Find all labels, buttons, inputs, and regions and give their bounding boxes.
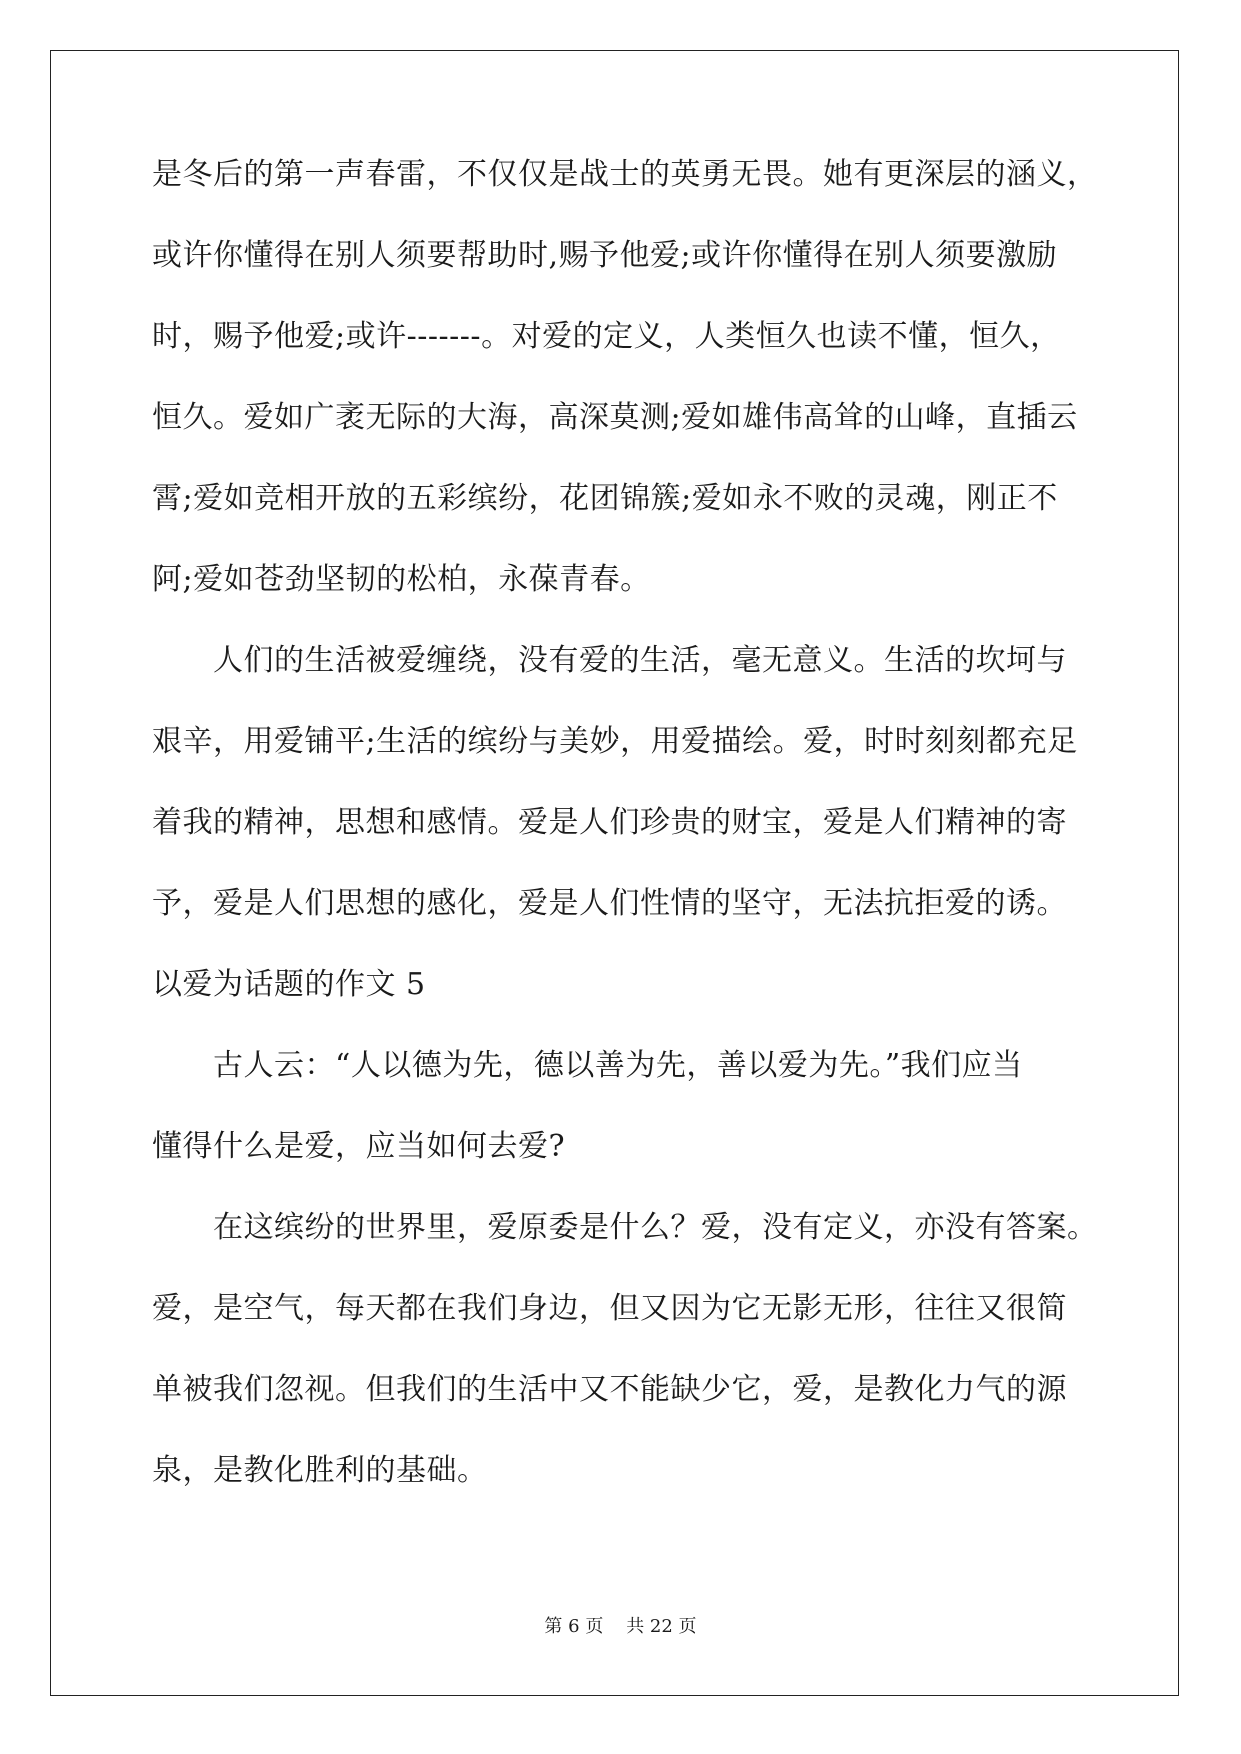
text-line: 霄;爱如竞相开放的五彩缤纷，花团锦簇;爱如永不败的灵魂，刚正不 — [152, 481, 1058, 516]
text-line: 古人云：“人以德为先，德以善为先，善以爱为先。”我们应当 — [152, 1048, 1023, 1083]
text-line: 人们的生活被爱缠绕，没有爱的生活，毫无意义。生活的坎坷与 — [152, 643, 1067, 678]
text-line: 恒久。爱如广袤无际的大海，高深莫测;爱如雄伟高耸的山峰，直插云 — [152, 400, 1078, 435]
text-line: 懂得什么是爱，应当如何去爱? — [152, 1129, 566, 1164]
text-line: 阿;爱如苍劲坚韧的松柏，永葆青春。 — [152, 562, 651, 597]
text-line: 时，赐予他爱;或许-------。对爱的定义，人类恒久也读不懂，恒久， — [152, 319, 1061, 354]
text-line: 在这缤纷的世界里，爱原委是什么？爱，没有定义，亦没有答案。 — [152, 1210, 1098, 1245]
text-line: 爱，是空气，每天都在我们身边，但又因为它无影无形，往往又很简 — [152, 1291, 1067, 1326]
page-number-footer: 第 6 页 共 22 页 — [544, 1616, 697, 1637]
text-line: 艰辛，用爱铺平;生活的缤纷与美妙，用爱描绘。爱，时时刻刻都充足 — [152, 724, 1078, 759]
text-line: 或许你懂得在别人须要帮助时,赐予他爱;或许你懂得在别人须要激励 — [152, 238, 1058, 273]
text-line: 着我的精神，思想和感情。爱是人们珍贵的财宝，爱是人们精神的寄 — [152, 805, 1067, 840]
section-heading: 以爱为话题的作文 5 — [152, 967, 426, 1002]
text-line: 泉，是教化胜利的基础。 — [152, 1453, 488, 1488]
text-line: 单被我们忽视。但我们的生活中又不能缺少它，爱，是教化力气的源 — [152, 1372, 1067, 1407]
text-line: 是冬后的第一声春雷，不仅仅是战士的英勇无畏。她有更深层的涵义， — [152, 157, 1098, 192]
text-line: 予，爱是人们思想的感化，爱是人们性情的坚守，无法抗拒爱的诱。 — [152, 886, 1067, 921]
document-body — [152, 157, 1098, 1537]
